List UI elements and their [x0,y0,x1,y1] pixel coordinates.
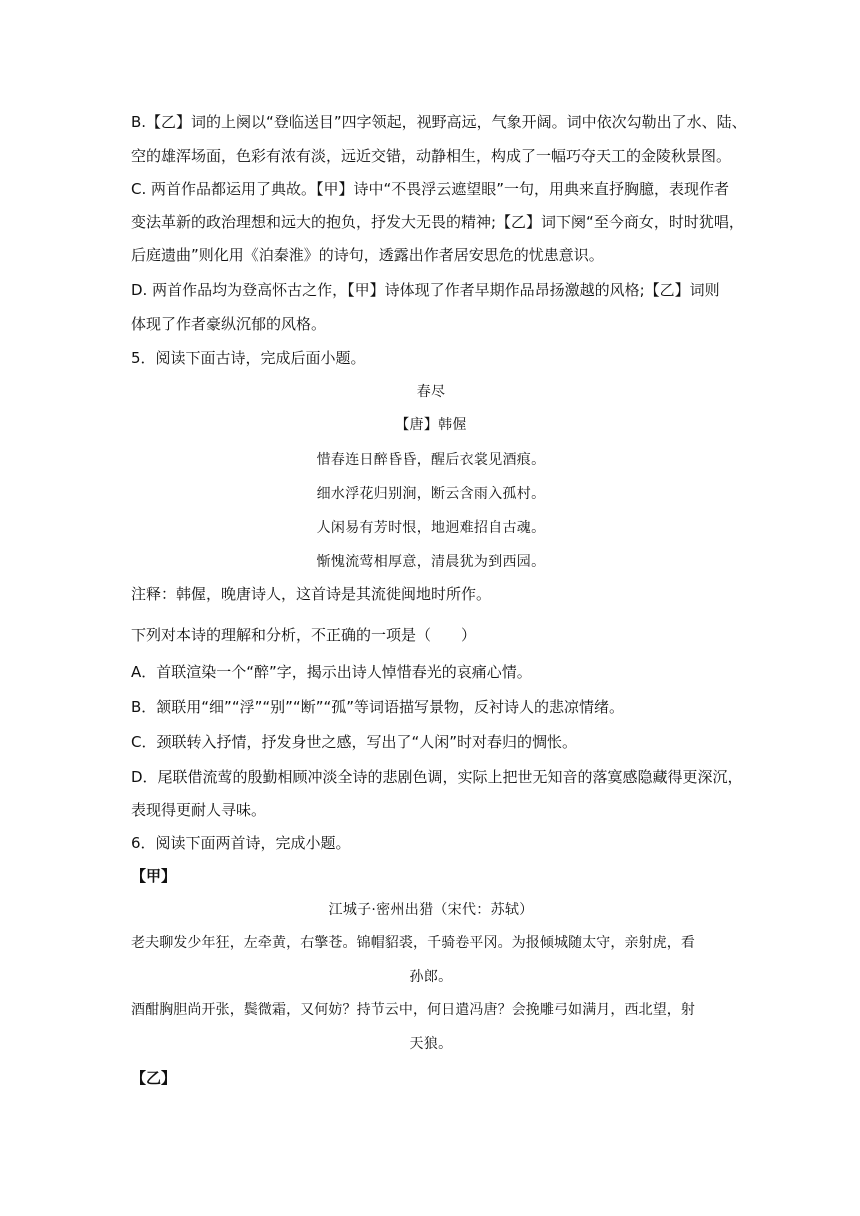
option-d-line-1: D. 两首作品均为登高怀古之作，【甲】诗体现了作者早期作品昂扬激越的风格;【乙】词则 [131,281,720,299]
question-5-prompt: 下列对本诗的理解和分析，不正确的一项是（ ） [131,626,477,644]
poem-title: 春尽 [416,384,446,400]
ci-line-2-end: 天狼。 [409,1036,453,1052]
ci-line-1-end: 孙郎。 [409,969,453,985]
poem-note: 注释：韩偓，晚唐诗人，这首诗是其流徙闽地时所作。 [131,585,492,603]
q5-option-d-line-1: D．尾联借流莺的殷勤相顾冲淡全诗的悲剧色调，实际上把世无知音的落寞感隐藏得更深沉， [131,768,743,786]
option-b-line-1: B.【乙】词的上阕以“登临送目”四字领起，视野高远，气象开阔。词中依次勾勒出了水、陆、 [131,113,747,131]
poem-line-2: 细水浮花归别涧，断云含雨入孤村。 [316,486,546,502]
ci-title: 江城子·密州出猎（宋代：苏轼） [328,902,534,918]
q5-option-c: C．颈联转入抒情，抒发身世之感，写出了“人闲”时对春归的惆怅。 [131,733,578,751]
poem-line-4: 惭愧流莺相厚意，清晨犹为到西园。 [316,554,546,570]
option-d-line-2: 体现了作者豪纵沉郁的风格。 [131,315,327,333]
question-6-stem: 6．阅读下面两首诗，完成小题。 [131,834,351,852]
option-c-line-1: C. 两首作品都运用了典故。【甲】诗中“不畏浮云遮望眼”一句，用典来直抒胸臆，表现作者 [131,180,730,198]
poem-author: 【唐】韩偓 [395,417,467,433]
option-c-line-3: 后庭遗曲”则化用《泊秦淮》的诗句，透露出作者居安思危的忧患意识。 [131,246,604,264]
poem-line-3: 人闲易有芳时恨，地迥难招自古魂。 [316,520,546,536]
ci-line-2: 酒酣胸胆尚开张，鬓微霜，又何妨？持节云中，何日遣冯唐？会挽雕弓如满月，西北望，射 [131,1002,695,1018]
poem-line-1: 惜春连日醉昏昏，醒后衣裳见酒痕。 [316,452,546,468]
q5-option-d-line-2: 表现得更耐人寻味。 [131,801,267,819]
q5-option-a: A．首联渲染一个“醉”字，揭示出诗人悼惜春光的哀痛心情。 [131,663,532,681]
q5-option-b: B．颔联用“细”“浮”“别”“断”“孤”等词语描写景物，反衬诗人的悲凉情绪。 [131,698,625,716]
option-c-line-2: 变法革新的政治理想和远大的抱负，抒发大无畏的精神;【乙】词下阕“至今商女，时时犹唱， [131,213,744,231]
question-5-stem: 5．阅读下面古诗，完成后面小题。 [131,349,366,367]
section-yi-label: 【乙】 [131,1069,177,1087]
ci-line-1: 老夫聊发少年狂，左牵黄，右擎苍。锦帽貂裘，千骑卷平冈。为报倾城随太守，亲射虎，看 [131,935,695,951]
section-jia-label: 【甲】 [131,867,177,885]
option-b-line-2: 空的雄浑场面，色彩有浓有淡，远近交错，动静相生，构成了一幅巧夺天工的金陵秋景图。 [131,147,732,165]
